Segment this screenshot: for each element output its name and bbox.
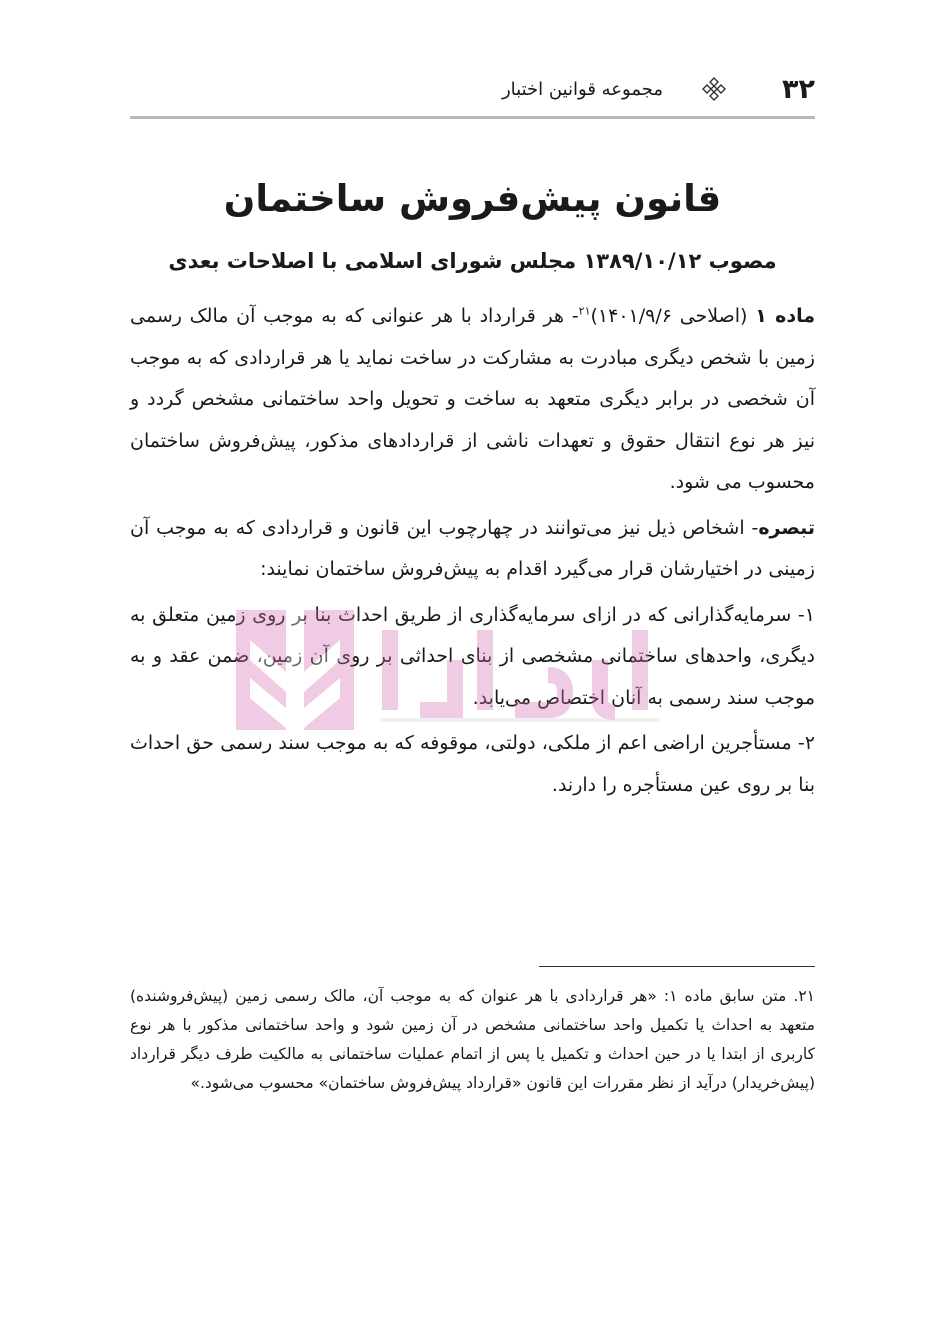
law-title: قانون پیش‌فروش ساختمان <box>223 177 722 220</box>
page-number: ۳۲ <box>782 74 815 105</box>
law-subtitle: مصوب ۱۳۸۹/۱۰/۱۲ مجلس شورای اسلامی با اصلاحات بعدی <box>168 249 777 273</box>
list-item-2 <box>130 723 815 806</box>
note-text: - اشخاص ذیل نیز می‌توانند در چهارچوب این قانون و قراردادی که به موجب آن زمینی در اختیارشان قرار می‌گیرد اقدام به پیش‌فروش ساختمان نمایند: <box>130 516 815 580</box>
footnote-divider <box>539 966 815 967</box>
note-paragraph <box>130 508 815 591</box>
list-item-number: ۱ <box>804 603 815 626</box>
list-item-text: - مستأجرین اراضی اعم از ملکی، دولتی، موقوفه که به موجب سند رسمی حق احداث بنا بر روی عین مستأجره را دارند. <box>130 732 815 796</box>
diamond-ornament-icon <box>701 76 727 102</box>
list-item-number: ۲ <box>804 732 815 754</box>
note-label: تبصره <box>758 516 815 539</box>
article-1 <box>130 296 815 504</box>
page-header <box>130 70 815 110</box>
law-body <box>130 296 815 806</box>
list-item-text: - سرمایه‌گذارانی که در ازای سرمایه‌گذاری از طریق احداث بنا بر روی زمین متعلق به دیگری، واحدهای ساختمانی مشخصی از بنای احداثی بر روی آن زمین، ضمن عقد و به موجب سند رسمی به آنان اختصاص می‌یابد. <box>130 603 815 709</box>
article-1-text: - هر قرارداد با هر عنوانی که به موجب آن مالک رسمی زمین با شخص دیگری مبادرت به مشارکت در ساخت نماید یا هر قراردادی که به موجب آن شخصی در برابر دیگری متعهد به ساخت و تحویل واحد ساختمانی مشخص گردد و نیز هر نوع انتقال حقوق و تعهدات ناشی از قراردادهای مذکور، پیش‌فروش ساختمان محسوب می شود. <box>130 305 815 493</box>
article-1-label: ماده ۱ <box>755 305 815 327</box>
footnote: ۲۱. متن سابق ماده ۱: «هر قراردادی با هر عنوان که به موجب آن، مالک رسمی زمین (پیش‌فروشنده) متعهد به احداث یا تکمیل واحد ساختمانی مشخص در آن زمین شود و واحد ساختمانی مذکور با هر نوع کاربری از ابتدا یا در حین احداث و تکمیل یا پس از اتمام عملیات ساختمانی به مالکیت طرف دیگر قرارداد (پیش‌خریدار) درآید از نظر مقررات این قانون «قرارداد پیش‌فروش ساختمان» محسوب می‌شود.» <box>130 987 815 1092</box>
header-divider <box>130 116 815 119</box>
list-item-1 <box>130 595 815 720</box>
article-1-amendment: (اصلاحی ۱۴۰۱/۹/۶) <box>590 305 756 327</box>
footnote-reference[interactable]: ۲۱ <box>578 304 591 318</box>
book-title: مجموعه قوانین اختبار <box>501 79 663 100</box>
